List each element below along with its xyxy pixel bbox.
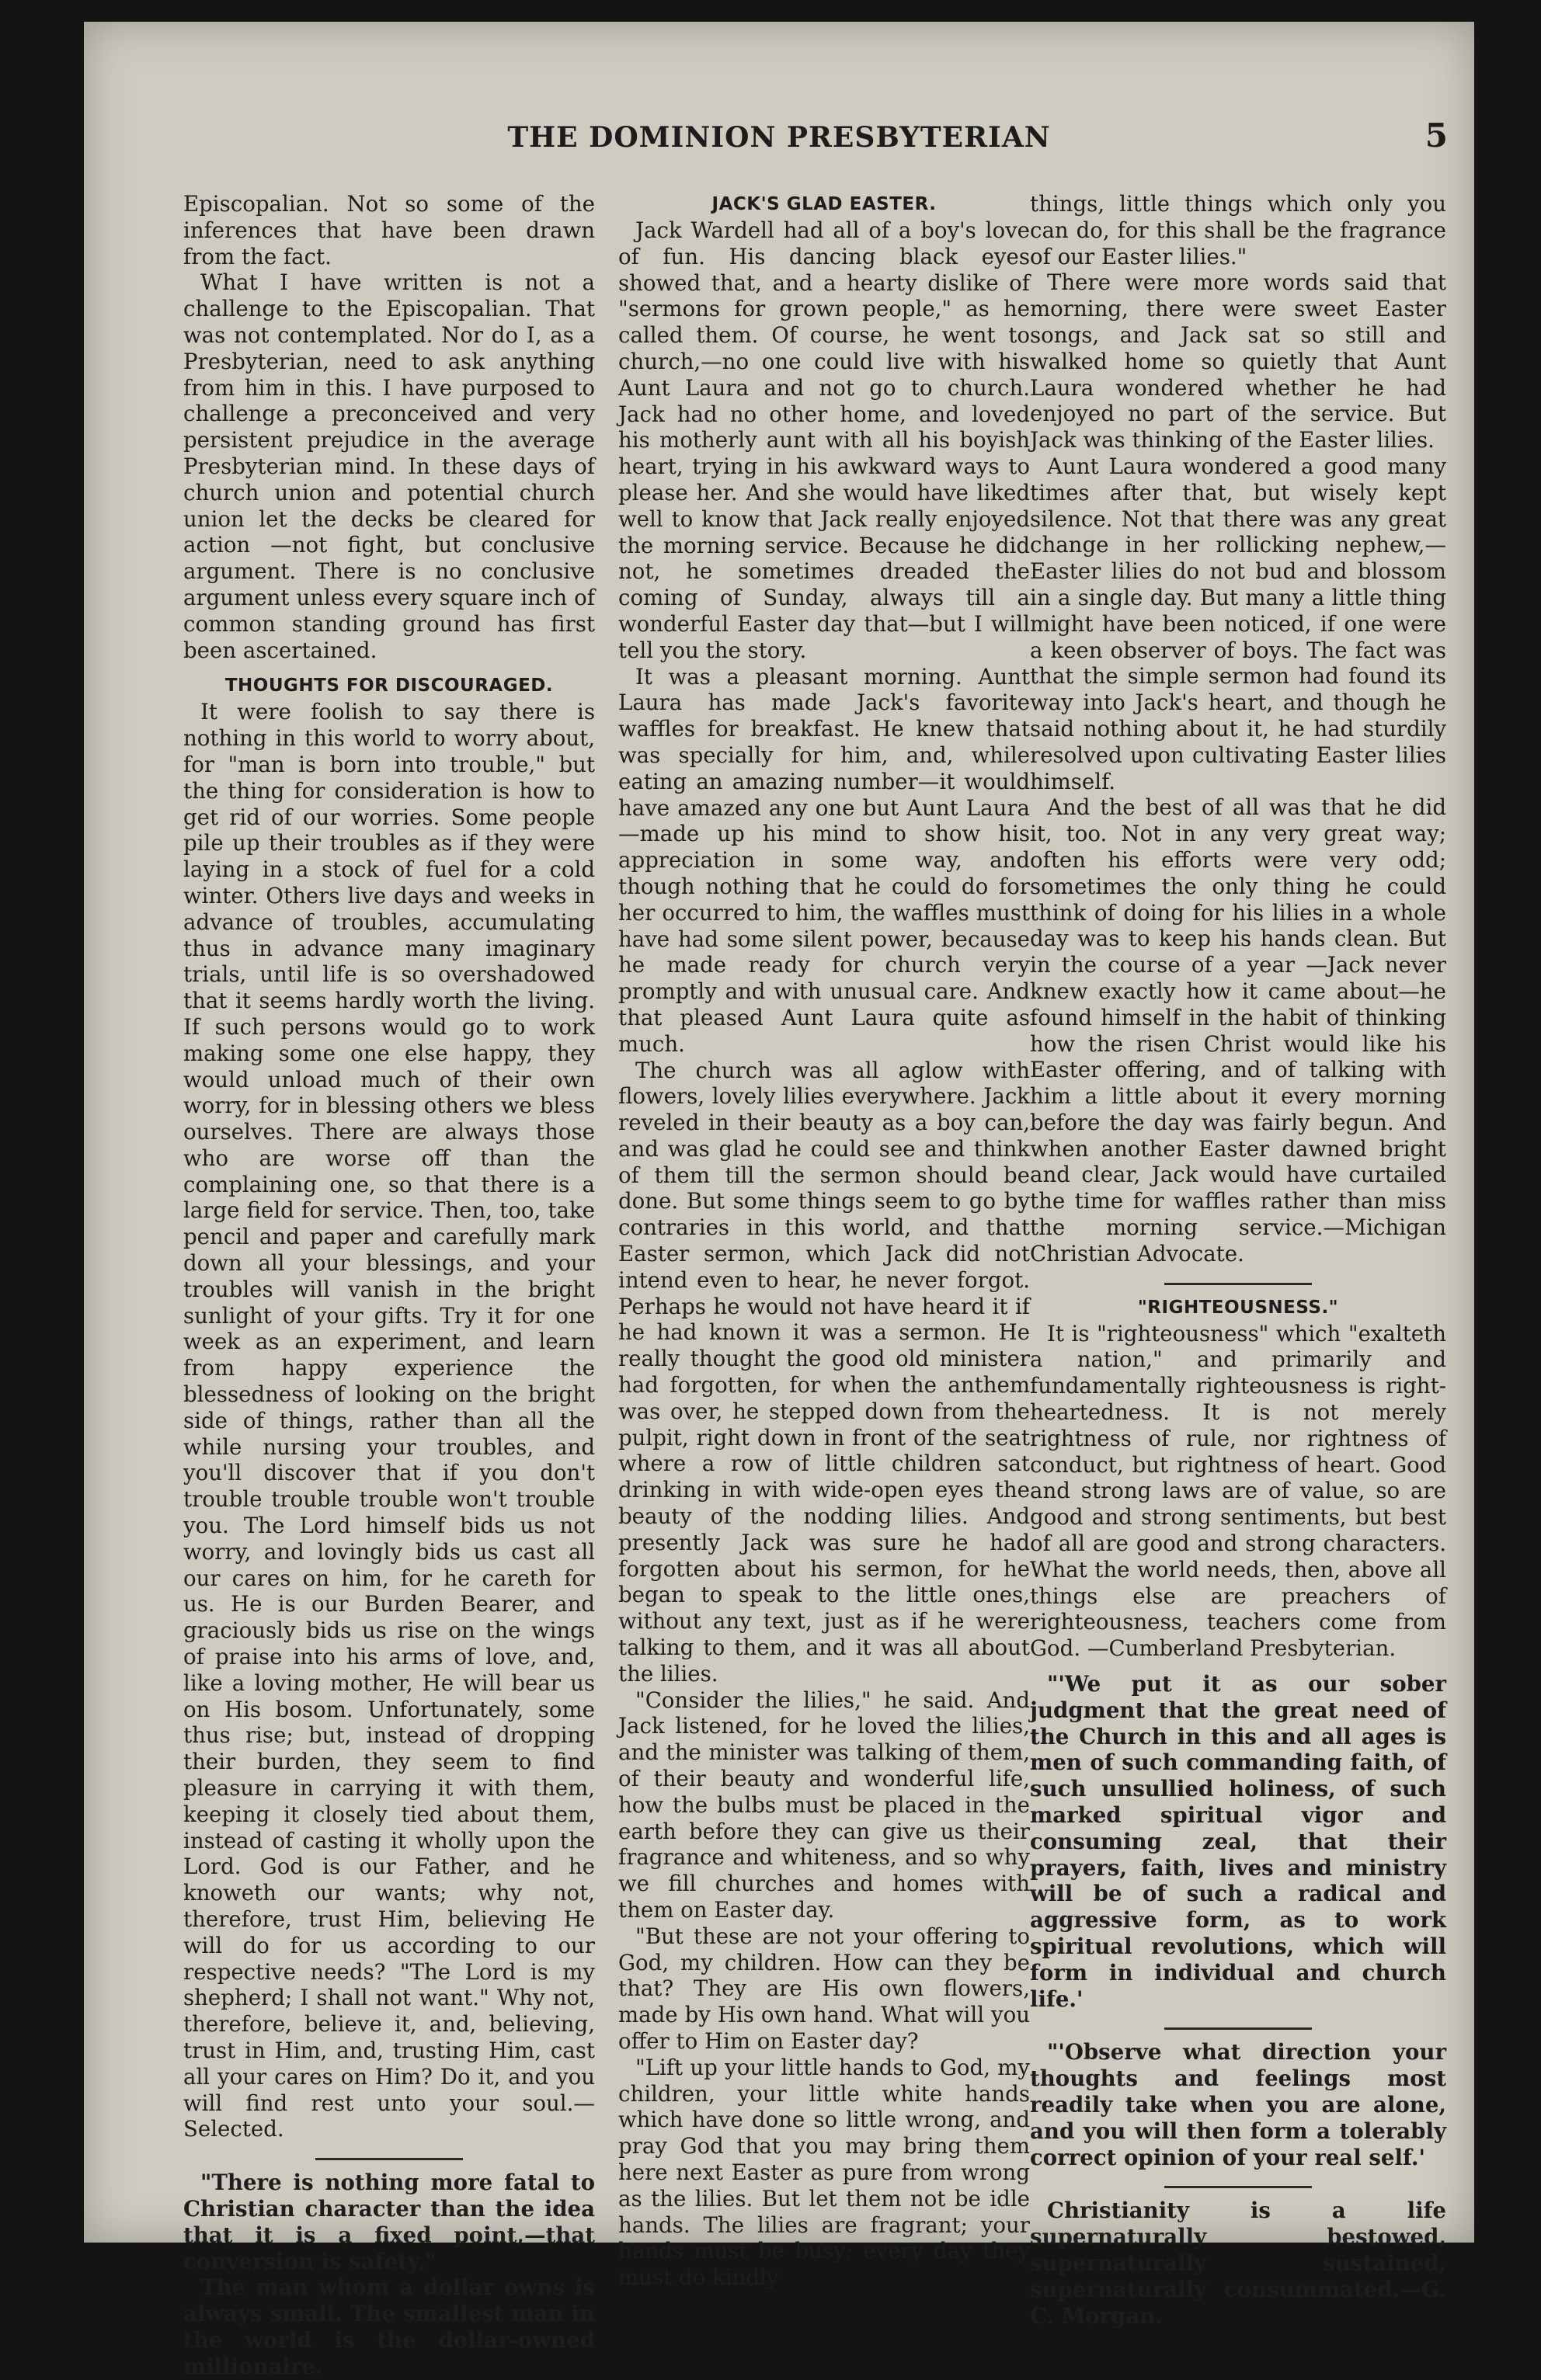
page-number: 5 [1424, 116, 1448, 155]
paragraph: Episcopalian. Not so some of the inferences that have been drawn from the fact. [183, 191, 595, 269]
paragraph: "Consider the lilies," he said. And Jack listened, for he loved the lilies, and the minister was talking of them, of their beauty and wonderful life, how the bulbs must be placed in the earth before they can give us their fragrance and whiteness, and so why we fill churches and homes with them on Easter day. [618, 1687, 1030, 1923]
masthead-title: THE DOMINION PRESBYTERIAN [507, 121, 1051, 154]
quote: "There is nothing more fatal to Christian character than the idea that it is a fixed point,—that conversion is safety." [183, 2170, 595, 2274]
page-header [84, 116, 1474, 162]
paragraph: It was a pleasant morning. Aunt Laura has made Jack's favorite waffles for breakfast. He knew that was specially for him, and, while eating an amazing number—it would have amazed any one but Aunt Laura—made up his mind to show his appreciation in some way, and though nothing that he could do for her occurred to him, the waffles must have had some silent power, because he made ready for church very promptly and with unusual care. And that pleased Aunt Laura quite as much. [618, 663, 1030, 1057]
paragraph: things, little things which only you can do, for this shall be the fragrance of our Easter lilies." [1030, 191, 1446, 269]
quote: Christianity is a life supernaturally bestowed, supernaturally sustained, supernaturally consummated.—G. C. Morgan. [1030, 2198, 1446, 2329]
quote: "'We put it as our sober judgment that the great need of the Church in this and all ages is men of such commanding faith, of such unsullied holiness, of such marked spiritual vigor and consuming zeal, that their prayers, faith, lives and ministry will be of such a radical and aggressive form, as to work spiritual revolutions, which will form in individual and church life.' [1030, 1671, 1446, 2012]
article-heading-thoughts-for-discouraged: THOUGHTS FOR DISCOURAGED. [224, 676, 554, 697]
newspaper-page [84, 22, 1474, 2379]
paragraph: And the best of all was that he did it, too. Not in any very great way; often his efforts were very odd; sometimes the only thing he could think of doing for his lilies in a whole day was to keep his hands clean. But in the course of a year —Jack never knew exactly how it came about—he found himself in the habit of thinking how the risen Christ would like his Easter offering, and of talking with him a little about it every morning before the day was fairly begun. And when another Easter dawned bright and clear, Jack would have curtailed the time for waffles rather than miss the morning service.—Michigan Christian Advocate. [1030, 794, 1446, 1266]
article-heading-righteousness: "RIGHTEOUSNESS." [1137, 1297, 1339, 1318]
paragraph: "But these are not your offering to God, my children. How can they be that? They are His own flowers, made by His own hand. What will you offer to Him on Easter day? [618, 1923, 1030, 2054]
paragraph: What I have written is not a challenge to the Episcopalian. That was not contemplated. Nor do I, as a Presbyterian, need to ask anything from him in this. I have purposed to challenge a preconceived and very persistent prejudice in the average Presbyterian mind. In these days of church union and potential church union let the decks be cleared for action —not fight, but conclusive argument. There is no conclusive argument unless every square inch of common standing ground has first been ascertained. [183, 269, 595, 663]
divider-rule [315, 2158, 463, 2160]
column-right [1030, 191, 1446, 2329]
divider-rule [1164, 2186, 1312, 2188]
divider-rule [1164, 1283, 1312, 1285]
column-left [183, 191, 595, 2380]
paragraph: Aunt Laura wondered a good many times after that, but wisely kept silence. Not that there was any great change in her rollicking nephew,—Easter lilies do not bud and blossom in a single day. But many a little thing might have been noticed, if one were a keen observer of boys. The fact was that the simple sermon had found its way into Jack's heart, and though he said nothing about it, he had sturdily resolved upon cultivating Easter lilies himself. [1030, 453, 1446, 794]
paragraph: The church was all aglow with flowers, lovely lilies everywhere. Jack reveled in their beauty as a boy can, and was glad he could see and think of them till the sermon should be done. But some things seem to go by contraries in this world, and that Easter sermon, which Jack did not intend even to hear, he never forgot. Perhaps he would not have heard it if he had known it was a sermon. He really thought the good old minister had forgotten, for when the anthem was over, he stepped down from the pulpit, right down in front of the seat where a row of little children sat drinking in with wide-open eyes the beauty of the nodding lilies. And presently Jack was sure he had forgotten about his sermon, for he began to speak to the little ones, without any text, just as if he were talking to them, and it was all about the lilies. [618, 1057, 1030, 1687]
paragraph: Jack Wardell had all of a boy's love of fun. His dancing black eyes showed that, and a hearty dislike of "sermons for grown people," as he called them. Of course, he went to church,—no one could live with his Aunt Laura and not go to church. Jack had no other home, and loved his motherly aunt with all his boyish heart, trying in his awkward ways to please her. And she would have liked well to know that Jack really enjoyed the morning service. Because he did not, he sometimes dreaded the coming of Sunday, always till a wonderful Easter day that—but I will tell you the story. [618, 217, 1030, 663]
paragraph: It is "righteousness" which "exalteth a nation," and primarily and fundamentally righteousness is right-heartedness. It is not merely rightness of rule, nor rightness of conduct, but rightness of heart. Good and strong laws are of value, so are good and strong sentiments, but best of all are good and strong characters. What the world needs, then, above all things else are preachers of righteousness, teachers come from God. —Cumberland Presbyterian. [1030, 1320, 1446, 1662]
paragraph: There were more words said that morning, there were sweet Easter songs, and Jack sat so still and walked home so quietly that Aunt Laura wondered whether he had enjoyed no part of the service. But Jack was thinking of the Easter lilies. [1030, 269, 1446, 453]
quote: The man whom a dollar owns is always small. The smallest man in the world is the dollar-owned millionaire. [183, 2274, 595, 2379]
article-heading-jacks-glad-easter: JACK'S GLAD EASTER. [711, 194, 937, 214]
paragraph: "Lift up your little hands to God, my children, your little white hands which have done so little wrong, and pray God that you may bring them here next Easter as pure from wrong as the lilies. But let them not be idle hands. The lilies are fragrant; your hands must be busy; every day they must do kindly [618, 2054, 1030, 2291]
paragraph: It were foolish to say there is nothing in this world to worry about, for "man is born into trouble," but the thing for consideration is how to get rid of our worries. Some people pile up their troubles as if they were laying in a stock of fuel for a cold winter. Others live days and weeks in advance of troubles, accumulating thus in advance many imaginary trials, until life is so overshadowed that it seems hardly worth the living. If such persons would go to work making some one else happy, they would unload much of their own worry, for in blessing others we bless ourselves. There are always those who are worse off than the complaining one, so that there is a large field for service. Then, too, take pencil and paper and carefully mark down all your blessings, and your troubles will vanish in the bright sunlight of your gifts. Try it for one week as an experiment, and learn from happy experience the blessedness of looking on the bright side of things, rather than all the while nursing your troubles, and you'll discover that if you don't trouble trouble trouble won't trouble you. The Lord himself bids us not worry, and lovingly bids us cast all our cares on him, for he careth for us. He is our Burden Bearer, and graciously bids us rise on the wings of praise into his arms of love, and, like a loving mother, He will bear us on His bosom. Unfortunately, some thus rise; but, instead of dropping their burden, they seem to find pleasure in carrying it with them, keeping it closely tied about them, instead of casting it wholly upon the Lord. God is our Father, and he knoweth our wants; why not, therefore, trust Him, believing He will do for us according to our respective needs? "The Lord is my shepherd; I shall not want." Why not, therefore, believe it, and, believing, trust in Him, and, trusting Him, cast all your cares on Him? Do it, and you will find rest unto your soul.—Selected. [183, 699, 595, 2142]
quote: "'Observe what direction your thoughts and feelings most readily take when you are alone, and you will then form a tolerably correct opinion of your real self.' [1030, 2039, 1446, 2170]
divider-rule [1164, 2027, 1312, 2030]
column-middle [618, 191, 1030, 2291]
